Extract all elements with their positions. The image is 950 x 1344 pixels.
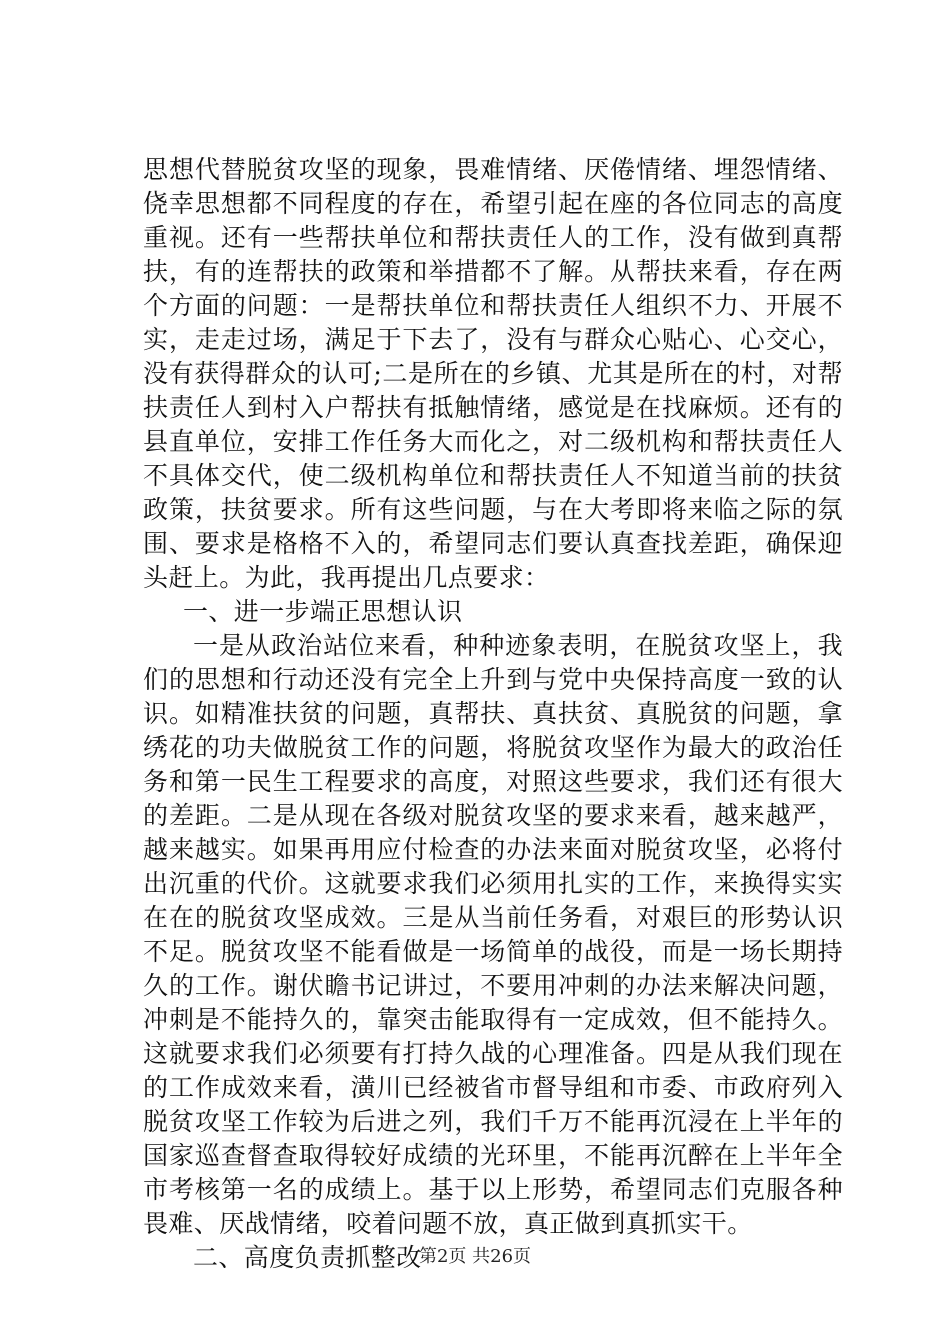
paragraph-continuation: 思想代替脱贫攻坚的现象，畏难情绪、厌倦情绪、埋怨情绪、侥幸思想都不同程度的存在，希望引起在座的各位同志的高度重视。还有一些帮扶单位和帮扶责任人的工作，没有做到真帮扶，有的连帮扶的政策和举措都不了解。从帮扶来看，存在两个方面的问题：一是帮扶单位和帮扶责任人组织不力、开展不实，走走过场，满足于下去了，没有与群众心贴心、心交心，没有获得群众的认可;二是所在的乡镇、尤其是所在的村，对帮扶责任人到村入户帮扶有抵触情绪，感觉是在找麻烦。还有的县直单位，安排工作任务大而化之，对二级机构和帮扶责任人不具体交代，使二级机构单位和帮扶责任人不知道当前的扶贫政策，扶贫要求。所有这些问题，与在大考即将来临之际的氛围、要求是格格不入的，希望同志们要认真查找差距，确保迎头赶上。为此，我再提出几点要求： (143, 155, 843, 592)
document-body (143, 153, 843, 1275)
section-heading-1: 一、进一步端正思想认识 (183, 597, 463, 626)
section-heading-2: 二、高度负责抓整改 (193, 1243, 422, 1272)
page-number-footer: 第2页 共26页 (418, 1246, 532, 1267)
paragraph-section-1: 一是从政治站位来看，种种迹象表明，在脱贫攻坚上，我们的思想和行动还没有完全上升到与党中央保持高度一致的认识。如精准扶贫的问题，真帮扶、真扶贫、真脱贫的问题，拿绣花的功夫做脱贫工作的问题，将脱贫攻坚作为最大的政治任务和第一民生工程要求的高度，对照这些要求，我们还有很大的差距。二是从现在各级对脱贫攻坚的要求来看，越来越严，越来越实。如果再用应付检查的办法来面对脱贫攻坚，必将付出沉重的代价。这就要求我们必须用扎实的工作，来换得实实在在的脱贫攻坚成效。三是从当前任务看，对艰巨的形势认识不足。脱贫攻坚不能看做是一场简单的战役，而是一场长期持久的工作。谢伏瞻书记讲过，不要用冲刺的办法来解决问题，冲刺是不能持久的，靠突击能取得有一定成效，但不能持久。这就要求我们必须要有打持久战的心理准备。四是从我们现在的工作成效来看，潢川已经被省市督导组和市委、市政府列入脱贫攻坚工作较为后进之列，我们千万不能再沉浸在上半年的国家巡查督查取得较好成绩的光环里，不能再沉醉在上半年全市考核第一名的成绩上。基于以上形势，希望同志们克服各种畏难、厌战情绪，咬着问题不放，真正做到真抓实干。 (143, 631, 843, 1238)
